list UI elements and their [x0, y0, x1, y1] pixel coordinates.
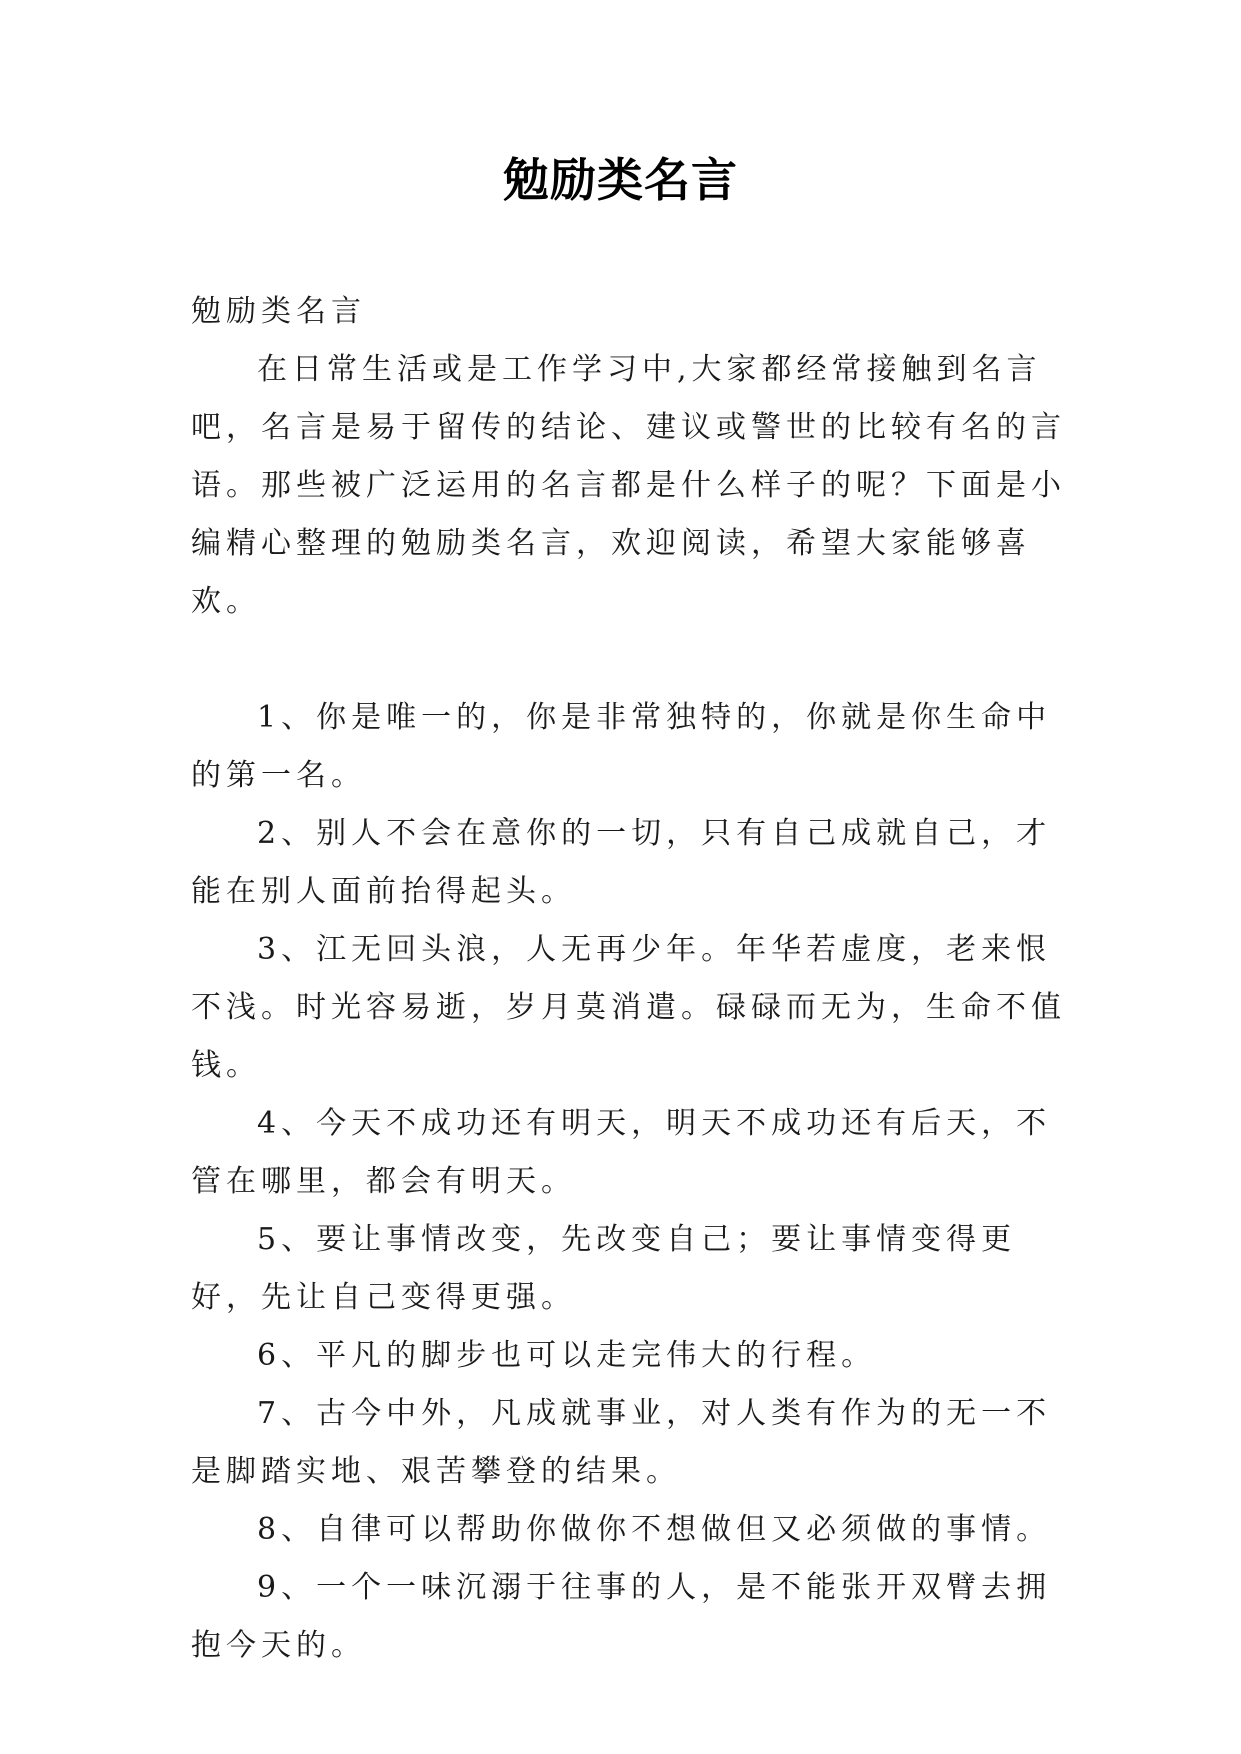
- quote-item: 3、江无回头浪，人无再少年。年华若虚度，老来恨不浅。时光容易逝，岁月莫消遣。碌碌而无为，生命不值钱。: [191, 932, 1066, 1083]
- document-title: 勉励类名言: [503, 153, 738, 207]
- document-body: [191, 283, 1071, 1675]
- paragraph-spacer: [191, 631, 1071, 689]
- quote-item: 7、古今中外，凡成就事业，对人类有作为的无一不是脚踏实地、艰苦攀登的结果。: [191, 1396, 1052, 1489]
- quote-item: 1、你是唯一的，你是非常独特的，你就是你生命中的第一名。: [191, 700, 1052, 793]
- quote-item: 8、自律可以帮助你做你不想做但又必须做的事情。: [257, 1512, 1052, 1547]
- quote-item: 5、要让事情改变，先改变自己；要让事情变得更好，先让自己变得更强。: [191, 1222, 1017, 1315]
- quote-item: 4、今天不成功还有明天，明天不成功还有后天，不管在哪里，都会有明天。: [191, 1106, 1052, 1199]
- intro-paragraph: 在日常生活或是工作学习中,大家都经常接触到名言吧，名言是易于留传的结论、建议或警世的比较有名的言语。那些被广泛运用的名言都是什么样子的呢？下面是小编精心整理的勉励类名言，欢迎阅读，希望大家能够喜欢。: [191, 352, 1066, 619]
- quote-item: 6、平凡的脚步也可以走完伟大的行程。: [257, 1338, 877, 1373]
- quote-item: 9、一个一味沉溺于往事的人，是不能张开双臂去拥抱今天的。: [191, 1570, 1052, 1663]
- quote-item: 2、别人不会在意你的一切，只有自己成就自己，才能在别人面前抬得起头。: [191, 816, 1052, 909]
- document-subtitle: 勉励类名言: [191, 294, 366, 329]
